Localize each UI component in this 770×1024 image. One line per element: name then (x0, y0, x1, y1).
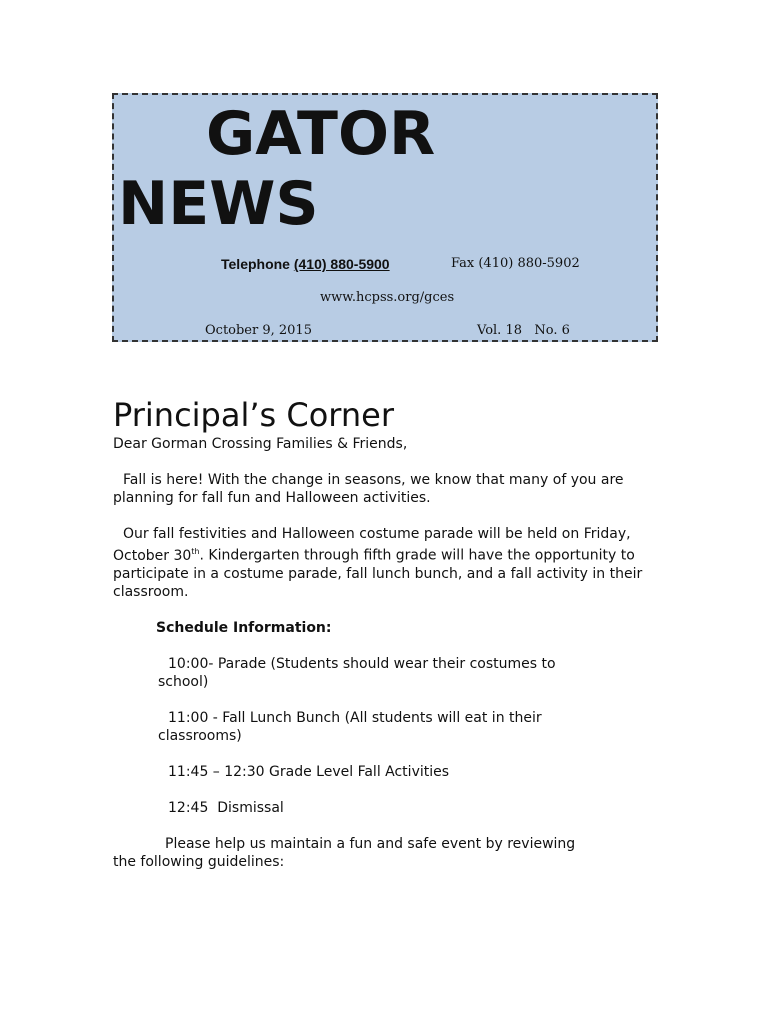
title-line-1: GATOR (206, 99, 436, 169)
issue-date: October 9, 2015 (205, 323, 312, 338)
paragraph-2 (113, 525, 658, 601)
schedule-item-line1: 12:45 Dismissal (168, 799, 284, 816)
schedule-item-line2: school) (158, 673, 209, 690)
fax-number: Fax (410) 880-5902 (451, 256, 580, 271)
ordinal-suffix: th (191, 547, 200, 556)
issue-volume: Vol. 18 No. 6 (477, 323, 570, 338)
schedule-item-line1: 10:00- Parade (Students should wear their costumes to (168, 655, 556, 672)
newsletter-header (112, 93, 658, 342)
paragraph-1 (113, 471, 658, 507)
closing-line-1: Please help us maintain a fun and safe event by reviewing (165, 835, 576, 852)
newsletter-title (118, 99, 435, 239)
schedule-item-line1: 11:00 - Fall Lunch Bunch (All students will eat in their (168, 709, 542, 726)
paragraph-1-text: Fall is here! With the change in seasons, we know that many of you are planning for fall fun and Halloween activities. (113, 472, 624, 506)
closing-line-2: the following guidelines: (113, 853, 285, 870)
closing-paragraph (113, 835, 658, 871)
article (113, 395, 658, 871)
title-line-2: NEWS (118, 169, 319, 239)
telephone-number[interactable]: (410) 880-5900 (293, 256, 390, 272)
paragraph-2-text-a: Our fall festivities and Halloween costume parade will be held on Friday, October 30 (113, 526, 631, 564)
paragraph-2-text-b: . Kindergarten through fifth grade will have the opportunity to participate in a costume parade, fall lunch bunch, and a fall activity in their classroom. (113, 547, 643, 600)
telephone-label: Telephone (221, 256, 290, 272)
schedule-item (113, 763, 658, 781)
schedule-item (113, 799, 658, 817)
schedule-item-line2: classrooms) (158, 727, 242, 744)
schedule-title: Schedule Information: (156, 619, 332, 636)
schedule-item-line1: 11:45 – 12:30 Grade Level Fall Activities (168, 763, 450, 780)
schedule-item (113, 655, 658, 691)
schedule-item (113, 709, 658, 745)
website-link[interactable]: www.hcpss.org/gces (320, 290, 455, 305)
telephone (221, 256, 390, 272)
greeting: Dear Gorman Crossing Families & Friends, (113, 436, 408, 452)
article-heading: Principal’s Corner (113, 396, 395, 434)
